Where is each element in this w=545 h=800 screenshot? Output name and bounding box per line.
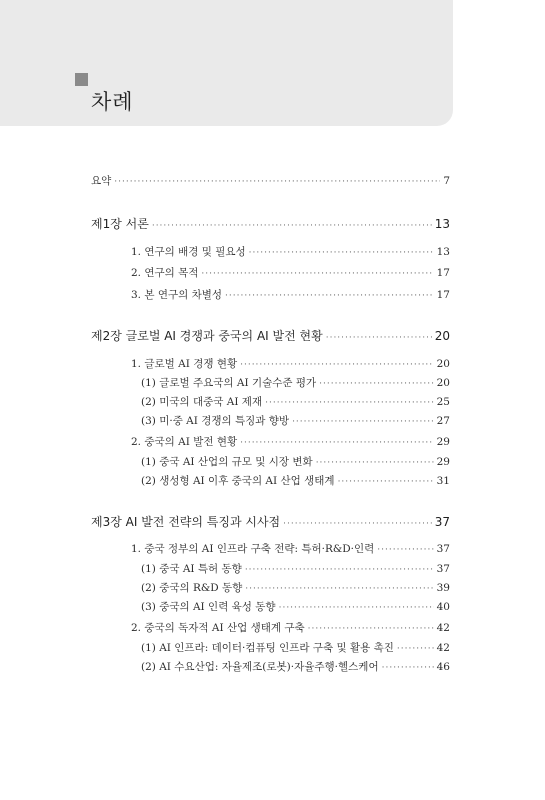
toc-entry-1-2[interactable] bbox=[131, 265, 450, 280]
toc-entry-3-2-1[interactable] bbox=[141, 640, 450, 655]
toc-leader-dots bbox=[240, 360, 434, 370]
toc-chapter-title: 제1장 서론 bbox=[91, 217, 149, 231]
toc-leader-dots bbox=[152, 221, 432, 231]
toc-leader-dots bbox=[240, 438, 434, 448]
toc-entry-3-2[interactable] bbox=[131, 620, 450, 635]
toc-entry-2-1-3[interactable] bbox=[141, 413, 450, 428]
toc-entry-label: (1) 글로벌 주요국의 AI 기술수준 평가 bbox=[141, 377, 317, 389]
toc-entry-page: 27 bbox=[436, 415, 450, 427]
toc-entry-2-2[interactable] bbox=[131, 434, 450, 449]
toc-entry-label: (1) 중국 AI 특허 동향 bbox=[141, 563, 242, 575]
toc-entry-1-1[interactable] bbox=[131, 244, 450, 259]
toc-entry-page: 39 bbox=[436, 582, 450, 594]
toc-entry-page: 37 bbox=[434, 515, 450, 529]
toc-leader-dots bbox=[249, 248, 434, 258]
toc-entry-1-3[interactable] bbox=[131, 287, 450, 302]
toc-leader-dots bbox=[279, 603, 434, 613]
toc-entry-label: (2) 생성형 AI 이후 중국의 AI 산업 생태계 bbox=[141, 475, 335, 487]
toc-entry-2-2-2[interactable] bbox=[141, 473, 450, 488]
toc-chapter-1[interactable] bbox=[91, 215, 450, 232]
toc-entry-label: 1. 글로벌 AI 경쟁 현황 bbox=[131, 358, 238, 370]
toc-entry-label: 2. 중국의 독자적 AI 산업 생태계 구축 bbox=[131, 622, 305, 634]
toc-entry-2-1-1[interactable] bbox=[141, 375, 450, 390]
toc-entry-page: 29 bbox=[436, 456, 450, 468]
toc-entry-3-1-3[interactable] bbox=[141, 599, 450, 614]
toc-entry-label: 1. 연구의 배경 및 필요성 bbox=[131, 246, 246, 258]
toc-entry-3-2-2[interactable] bbox=[141, 659, 450, 674]
toc-entry-2-2-1[interactable] bbox=[141, 454, 450, 469]
toc-entry-page: 42 bbox=[436, 642, 450, 654]
toc-leader-dots bbox=[201, 269, 433, 279]
toc-entry-page: 46 bbox=[436, 661, 450, 673]
toc-entry-label: 2. 연구의 목적 bbox=[131, 267, 199, 279]
page-title: 차례 bbox=[91, 90, 134, 114]
toc-entry-3-1-2[interactable] bbox=[141, 580, 450, 595]
toc-leader-dots bbox=[326, 333, 432, 343]
toc-entry-2-1-2[interactable] bbox=[141, 394, 450, 409]
toc-entry-label: (1) AI 인프라: 데이터·컴퓨팅 인프라 구축 및 활용 촉진 bbox=[141, 642, 394, 654]
toc-entry-label: 1. 중국 정부의 AI 인프라 구축 전략: 특허·R&D·인력 bbox=[131, 543, 375, 555]
toc-leader-dots bbox=[377, 545, 433, 555]
toc-entry-label: (2) 미국의 대중국 AI 제재 bbox=[141, 396, 263, 408]
toc-chapter-title: 제3장 AI 발전 전략의 특징과 시사점 bbox=[91, 515, 281, 529]
toc-leader-dots bbox=[245, 584, 433, 594]
toc-leader-dots bbox=[225, 291, 434, 301]
toc-entry-page: 37 bbox=[436, 563, 450, 575]
toc-entry-label: (3) 미·중 AI 경쟁의 특징과 향방 bbox=[141, 415, 290, 427]
toc-leader-dots bbox=[292, 417, 434, 427]
toc-entry-label: (3) 중국의 AI 인력 육성 동향 bbox=[141, 601, 276, 613]
toc-entry-page: 20 bbox=[434, 329, 450, 343]
toc-leader-dots bbox=[265, 398, 434, 408]
toc-entry-page: 31 bbox=[436, 475, 450, 487]
toc-chapter-3[interactable] bbox=[91, 513, 450, 530]
toc-leader-dots bbox=[316, 458, 434, 468]
toc-entry-page: 42 bbox=[436, 622, 450, 634]
toc-entry-page: 40 bbox=[436, 601, 450, 613]
toc-chapter-title: 제2장 글로벌 AI 경쟁과 중국의 AI 발전 현황 bbox=[91, 329, 323, 343]
toc-leader-dots bbox=[114, 177, 440, 187]
toc-entry-page: 13 bbox=[436, 246, 450, 258]
toc-leader-dots bbox=[397, 644, 434, 654]
toc-entry-label: 2. 중국의 AI 발전 현황 bbox=[131, 436, 238, 448]
toc-entry-label: (2) AI 수요산업: 자율제조(로봇)·자율주행·헬스케어 bbox=[141, 661, 379, 673]
toc-entry-3-1-1[interactable] bbox=[141, 561, 450, 576]
toc-entry-page: 20 bbox=[436, 377, 450, 389]
toc-entry-2-1[interactable] bbox=[131, 356, 450, 371]
toc-entry-summary[interactable] bbox=[91, 173, 450, 188]
toc-entry-page: 7 bbox=[443, 175, 450, 187]
toc-leader-dots bbox=[308, 624, 434, 634]
toc-entry-3-1[interactable] bbox=[131, 541, 450, 556]
toc-leader-dots bbox=[382, 663, 434, 673]
toc-entry-label: 3. 본 연구의 차별성 bbox=[131, 289, 223, 301]
toc-entry-label: (1) 중국 AI 산업의 규모 및 시장 변화 bbox=[141, 456, 313, 468]
toc-leader-dots bbox=[338, 477, 434, 487]
toc-entry-page: 29 bbox=[436, 436, 450, 448]
toc-entry-label: 요약 bbox=[91, 175, 112, 187]
toc-leader-dots bbox=[319, 379, 433, 389]
toc-entry-page: 17 bbox=[436, 267, 450, 279]
toc-leader-dots bbox=[283, 519, 432, 529]
toc-entry-page: 20 bbox=[436, 358, 450, 370]
toc-entry-page: 25 bbox=[436, 396, 450, 408]
toc-entry-page: 37 bbox=[436, 543, 450, 555]
toc-entry-page: 13 bbox=[434, 217, 450, 231]
toc-entry-page: 17 bbox=[436, 289, 450, 301]
toc-entry-label: (2) 중국의 R&D 동향 bbox=[141, 582, 243, 594]
toc-leader-dots bbox=[245, 565, 434, 575]
toc-chapter-2[interactable] bbox=[91, 327, 450, 344]
